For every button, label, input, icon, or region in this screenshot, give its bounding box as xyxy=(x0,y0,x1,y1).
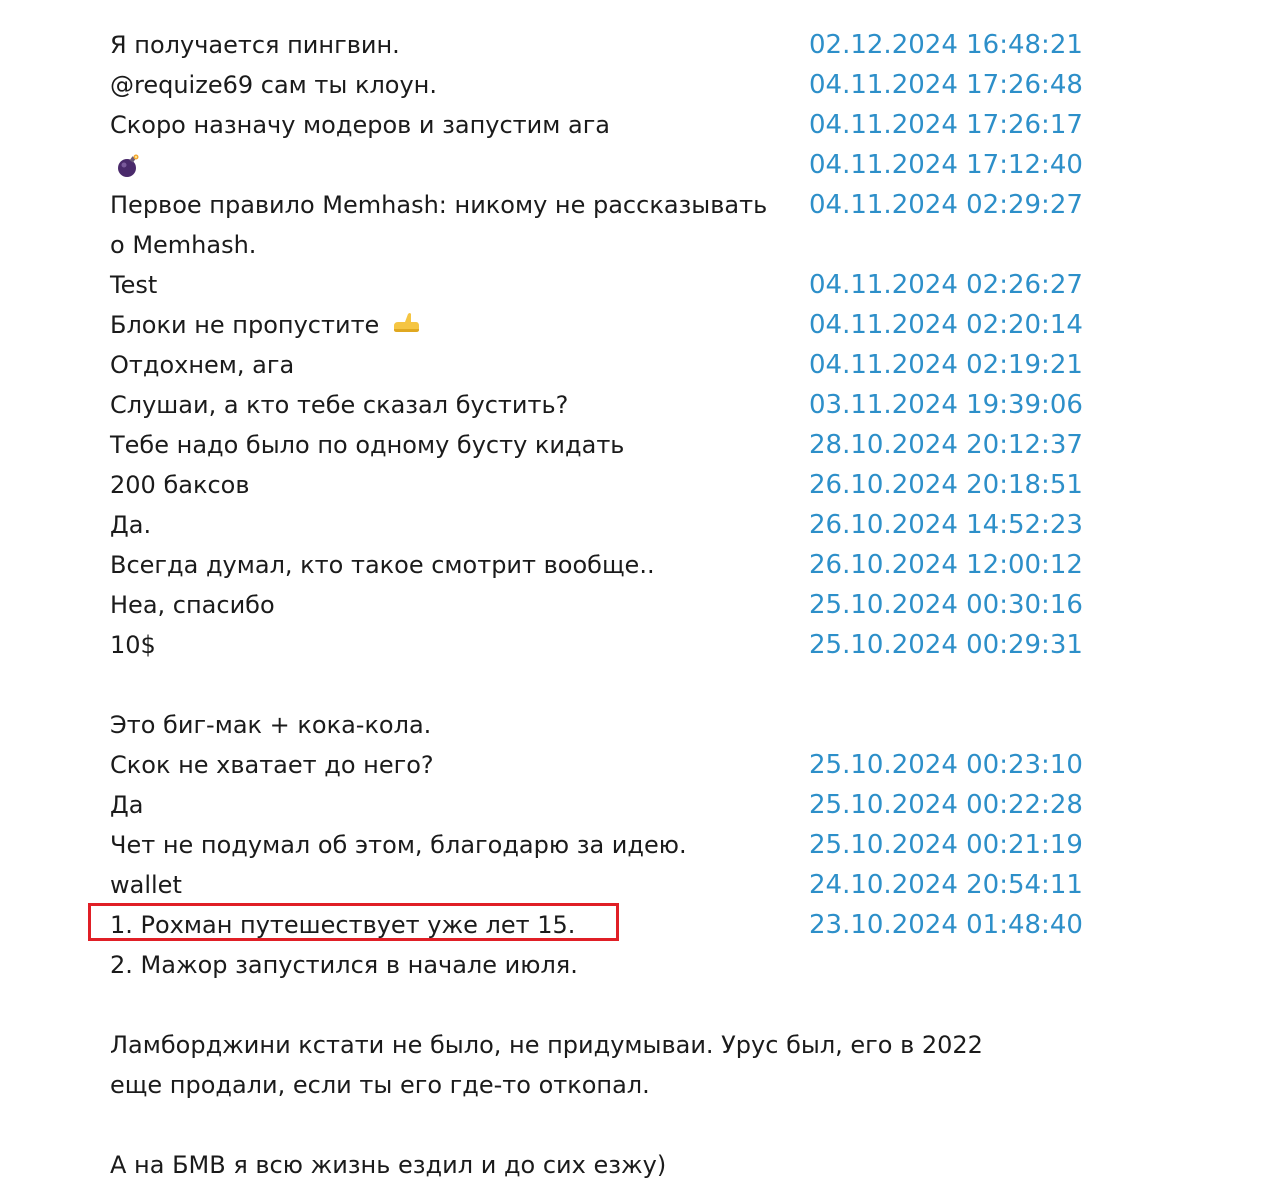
message-text: Test xyxy=(110,271,158,299)
message-text: wallet xyxy=(110,871,182,899)
message-timestamp-link[interactable]: 04.11.2024 17:26:48 xyxy=(809,70,1083,100)
message-text: о Memhash. xyxy=(110,231,257,259)
message-timestamp-link[interactable]: 26.10.2024 12:00:12 xyxy=(809,550,1083,580)
message-text: 1. Рохман путешествует уже лет 15. xyxy=(110,911,576,939)
message-text: Неа, спасибо xyxy=(110,591,275,619)
message-timestamp-link[interactable]: 04.11.2024 17:26:17 xyxy=(809,110,1083,140)
message-row xyxy=(0,785,1280,825)
message-row xyxy=(0,1065,1280,1105)
message-row xyxy=(0,305,1280,345)
message-text: 2. Мажор запустился в начале июля. xyxy=(110,951,578,979)
message-timestamp-link[interactable]: 24.10.2024 20:54:11 xyxy=(809,870,1083,900)
message-text: А на БМВ я всю жизнь ездил и до сих езжу) xyxy=(110,1151,667,1179)
message-row xyxy=(0,1025,1280,1065)
message-text: Блоки не пропустите xyxy=(110,311,380,339)
message-timestamp-link[interactable]: 28.10.2024 20:12:37 xyxy=(809,430,1083,460)
message-text: Чет не подумал об этом, благодарю за идею. xyxy=(110,831,687,859)
message-timestamp-link[interactable]: 02.12.2024 16:48:21 xyxy=(809,30,1083,60)
message-timestamp-link[interactable]: 26.10.2024 20:18:51 xyxy=(809,470,1083,500)
message-text: Я получается пингвин. xyxy=(110,31,400,59)
message-text: Отдохнем, ага xyxy=(110,351,295,379)
message-row xyxy=(0,1145,1280,1185)
message-row xyxy=(0,265,1280,305)
message-timestamp-link[interactable]: 25.10.2024 00:29:31 xyxy=(809,630,1083,660)
message-row xyxy=(0,465,1280,505)
message-row xyxy=(0,425,1280,465)
message-text: Да. xyxy=(110,511,152,539)
message-row xyxy=(0,345,1280,385)
bomb-icon xyxy=(116,154,140,178)
message-text: Скоро назначу модеров и запустим ага xyxy=(110,111,611,139)
message-text: Первое правило Memhash: никому не рассказывать xyxy=(110,191,768,219)
message-row xyxy=(0,945,1280,985)
message-row xyxy=(0,865,1280,905)
message-row xyxy=(0,505,1280,545)
message-row xyxy=(0,25,1280,65)
message-row xyxy=(0,225,1280,265)
message-text: Слушаи, а кто тебе сказал бустить? xyxy=(110,391,569,419)
message-text: Всегда думал, кто такое смотрит вообще.. xyxy=(110,551,655,579)
message-row xyxy=(0,705,1280,745)
message-row xyxy=(0,625,1280,665)
message-text-with-emoji xyxy=(110,305,421,345)
message-text: 10$ xyxy=(110,631,156,659)
message-row xyxy=(0,585,1280,625)
message-text: еще продали, если ты его где-то откопал. xyxy=(110,1071,650,1099)
message-row xyxy=(0,185,1280,225)
message-text: @requize69 сам ты клоун. xyxy=(110,71,437,99)
message-row xyxy=(0,65,1280,105)
message-text: Это биг-мак + кока-кола. xyxy=(110,711,432,739)
message-text: 200 баксов xyxy=(110,471,250,499)
message-text: Да xyxy=(110,791,144,819)
message-row xyxy=(0,545,1280,585)
message-row xyxy=(0,825,1280,865)
pointing-hand-icon xyxy=(391,312,421,334)
message-timestamp-link[interactable]: 25.10.2024 00:21:19 xyxy=(809,830,1083,860)
message-timestamp-link[interactable]: 04.11.2024 02:20:14 xyxy=(809,310,1083,340)
message-text: Скок не хватает до него? xyxy=(110,751,434,779)
message-row xyxy=(0,105,1280,145)
message-timestamp-link[interactable]: 25.10.2024 00:23:10 xyxy=(809,750,1083,780)
message-timestamp-link[interactable]: 03.11.2024 19:39:06 xyxy=(809,390,1083,420)
message-text: Ламборджини кстати не было, не придумываи. Урус был, его в 2022 xyxy=(110,1031,983,1059)
message-row xyxy=(0,145,1280,185)
highlight-annotation-box xyxy=(88,903,619,941)
message-text: Тебе надо было по одному бусту кидать xyxy=(110,431,625,459)
message-timestamp-link[interactable]: 04.11.2024 17:12:40 xyxy=(809,150,1083,180)
message-timestamp-link[interactable]: 04.11.2024 02:19:21 xyxy=(809,350,1083,380)
message-timestamp-link[interactable]: 26.10.2024 14:52:23 xyxy=(809,510,1083,540)
message-timestamp-link[interactable]: 04.11.2024 02:26:27 xyxy=(809,270,1083,300)
message-timestamp-link[interactable]: 25.10.2024 00:22:28 xyxy=(809,790,1083,820)
message-row xyxy=(0,385,1280,425)
message-timestamp-link[interactable]: 04.11.2024 02:29:27 xyxy=(809,190,1083,220)
message-timestamp-link[interactable]: 23.10.2024 01:48:40 xyxy=(809,910,1083,940)
message-row xyxy=(0,745,1280,785)
message-timestamp-link[interactable]: 25.10.2024 00:30:16 xyxy=(809,590,1083,620)
